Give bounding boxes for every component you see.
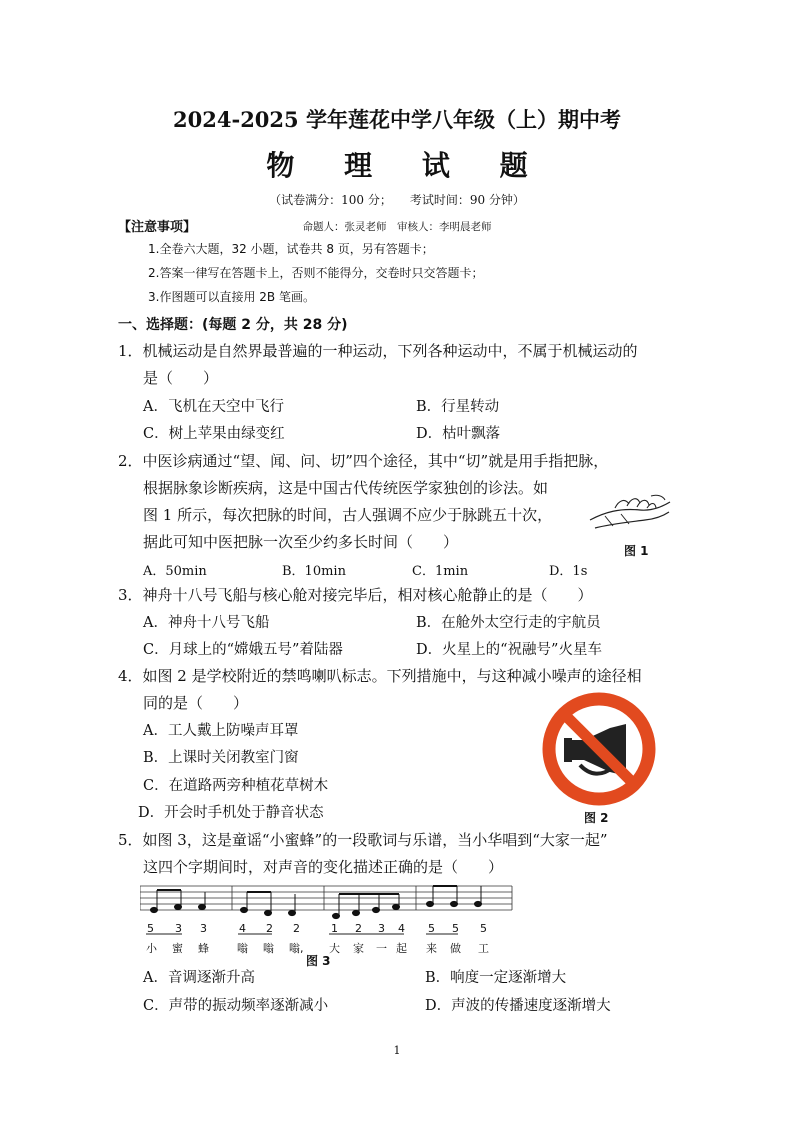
q2-stem-line4: 据此可知中医把脉一次至少约多长时间（ ）	[143, 533, 459, 551]
q4-option-b: B．上课时关闭教室门窗	[143, 750, 299, 766]
q1-stem-line2: 是（ ）	[143, 369, 219, 387]
figure-1-label: 图 1	[624, 544, 649, 558]
section-heading: 一、选择题：(每题 2 分，共 28 分)	[118, 317, 348, 333]
q3-option-b: B．在舱外太空行走的宇航员	[416, 615, 601, 631]
jianpu-number: 3	[200, 922, 207, 935]
notes-heading: 【注意事项】	[118, 220, 197, 235]
q2-option-b: B．10min	[282, 564, 346, 579]
q3-stem: 3．神舟十八号飞船与核心舱对接完毕后，相对核心舱静止的是（ ）	[118, 586, 593, 604]
jianpu-number: 2	[266, 922, 273, 935]
exam-authors: 命题人：张灵老师 审核人：李明晨老师	[302, 221, 492, 233]
q3-option-d: D．火星上的“祝融号”火星车	[416, 642, 602, 658]
q1-option-a: A．飞机在天空中飞行	[143, 399, 284, 415]
lyric-char: 一	[376, 942, 387, 955]
lyric-char: 工	[478, 942, 489, 955]
jianpu-number: 5	[428, 922, 435, 935]
q3-option-c: C．月球上的“嫦娥五号”着陆器	[143, 642, 343, 658]
q5-option-b: B．响度一定逐渐增大	[425, 970, 567, 986]
jianpu-number: 2	[355, 922, 362, 935]
music-staff	[140, 880, 515, 920]
page-number: 1	[393, 1044, 401, 1057]
q5-option-a: A．音调逐渐升高	[143, 970, 255, 986]
q2-stem-line3: 图 1 所示，每次把脉的时间，古人强调不应少于脉跳五十次，	[143, 506, 553, 524]
jianpu-number: 2	[293, 922, 300, 935]
q2-stem-line1: 2．中医诊病通过“望、闻、问、切”四个途径，其中“切”就是用手指把脉，	[118, 452, 609, 470]
lyric-char: 蜂	[198, 942, 209, 955]
q4-option-c: C．在道路两旁种植花草树木	[143, 778, 329, 794]
jianpu-number: 5	[480, 922, 487, 935]
lyric-char: 嗡	[263, 942, 274, 955]
jianpu-number: 4	[239, 922, 246, 935]
pulse-hand-illustration	[585, 490, 675, 540]
q1-option-c: C．树上苹果由绿变红	[143, 426, 285, 442]
lyric-char: 来	[426, 942, 437, 955]
q3-option-a: A．神舟十八号飞船	[143, 615, 270, 631]
q5-option-c: C．声带的振动频率逐渐减小	[143, 998, 329, 1014]
q5-stem-line1: 5．如图 3，这是童谣“小蜜蜂”的一段歌词与乐谱，当小华唱到“大家一起”	[118, 831, 608, 849]
lyric-char: 家	[353, 942, 364, 955]
figure-2-label: 图 2	[584, 811, 609, 825]
q2-stem-line2: 根据脉象诊断疾病，这是中国古代传统医学家独创的诊法。如	[143, 479, 549, 497]
q4-option-d: D．开会时手机处于静音状态	[138, 805, 324, 821]
q4-option-a: A．工人戴上防噪声耳罩	[143, 723, 299, 739]
q2-option-c: C．1min	[412, 564, 469, 579]
note-item-2: 2.答案一律写在答题卡上，否则不能得分，交卷时只交答题卡；	[148, 266, 484, 280]
jianpu-number: 3	[378, 922, 385, 935]
q4-stem-line1: 4．如图 2 是学校附近的禁鸣喇叭标志。下列措施中，与这种减小噪声的途径相	[118, 667, 642, 685]
q5-stem-line2: 这四个字期间时，对声音的变化描述正确的是（ ）	[143, 858, 504, 876]
figure-3-label: 图 3	[306, 954, 331, 968]
exam-meta: （试卷满分：100 分； 考试时间：90 分钟）	[269, 193, 525, 207]
lyric-char: 起	[396, 942, 407, 955]
exam-title: 2024-2025 学年莲花中学八年级（上）期中考	[173, 107, 621, 132]
subject-title: 物 理 试 题	[266, 149, 548, 182]
q1-option-b: B．行星转动	[416, 399, 500, 415]
no-horn-sign-icon	[540, 690, 658, 808]
jianpu-number: 5	[452, 922, 459, 935]
lyric-char: 嗡	[237, 942, 248, 955]
jianpu-number: 1	[331, 922, 338, 935]
jianpu-underlines	[140, 932, 510, 938]
q4-stem-line2: 同的是（ ）	[143, 694, 249, 712]
jianpu-number: 3	[175, 922, 182, 935]
note-item-3: 3.作图题可以直接用 2B 笔画。	[148, 290, 315, 304]
lyric-char: 小	[146, 942, 157, 955]
lyric-char: 大	[329, 942, 340, 955]
lyric-char: 嗡,	[289, 942, 304, 955]
lyric-char: 做	[450, 942, 461, 955]
jianpu-number: 5	[147, 922, 154, 935]
lyric-char: 蜜	[172, 942, 183, 955]
q5-option-d: D．声波的传播速度逐渐增大	[425, 998, 611, 1014]
note-item-1: 1.全卷六大题，32 小题，试卷共 8 页，另有答题卡；	[148, 242, 434, 256]
q1-option-d: D．枯叶飘落	[416, 426, 501, 442]
jianpu-number: 4	[398, 922, 405, 935]
q2-option-d: D．1s	[549, 564, 588, 579]
q2-option-a: A．50min	[143, 564, 207, 579]
q1-stem-line1: 1．机械运动是自然界最普遍的一种运动，下列各种运动中，不属于机械运动的	[118, 342, 638, 360]
